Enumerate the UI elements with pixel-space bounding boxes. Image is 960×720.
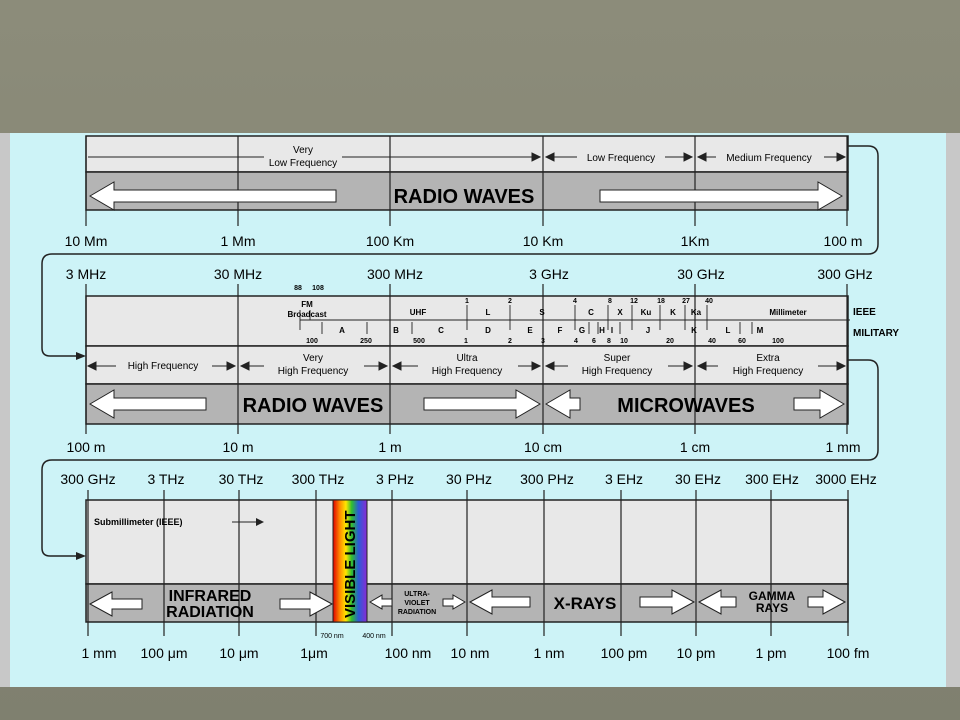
row3-wavelength-labels	[82, 645, 870, 661]
uv-label-line2: VIOLET	[404, 600, 430, 607]
freq-300ghz: 300 GHz	[817, 266, 873, 282]
freq-300thz: 300 THz	[291, 471, 345, 487]
wavelength-100nm: 100 nm	[384, 645, 432, 661]
mil-band-c: C	[438, 326, 444, 335]
ieee-num-12: 12	[630, 298, 638, 305]
mil-num-6: 6	[592, 338, 596, 345]
ieee-num-1: 1	[465, 298, 469, 305]
freq-30ehz: 30 EHz	[675, 471, 721, 487]
wavelength-10um: 10 μm	[219, 645, 259, 661]
ieee-band-ka: Ka	[690, 308, 702, 317]
fm-broadcast: Broadcast	[287, 310, 327, 319]
ieee-num-27: 27	[682, 298, 690, 305]
ieee-band-k: K	[670, 308, 676, 317]
row2-wavelength-labels	[67, 439, 861, 455]
mil-band-b: B	[393, 326, 399, 335]
mil-band-i: I	[610, 326, 614, 335]
wavelength-100fm: 100 fm	[826, 645, 870, 661]
freq-3mhz: 3 MHz	[65, 266, 107, 282]
ehf-label-line2: High Frequency	[732, 366, 804, 377]
wavelength-10mm: 10 Mm	[64, 233, 108, 249]
wavelength-1cm: 1 cm	[679, 439, 711, 455]
wavelength-10nm: 10 nm	[450, 645, 490, 661]
mil-num-100: 100	[306, 338, 318, 345]
row3-connector-arrowhead	[76, 552, 86, 560]
freq-30ghz: 30 GHz	[677, 266, 725, 282]
fm-108: 108	[312, 285, 324, 292]
wavelength-100km: 100 Km	[365, 233, 415, 249]
freq-3phz: 3 PHz	[375, 471, 415, 487]
xrays-label: X-RAYS	[553, 594, 617, 613]
freq-3000ehz: 3000 EHz	[815, 471, 877, 487]
row2-connector-arrowhead	[76, 352, 86, 360]
submillimeter-label: Submillimeter (IEEE)	[94, 517, 183, 527]
row1-radio-waves-title: RADIO WAVES	[393, 186, 535, 208]
ieee-band-c: C	[588, 308, 594, 317]
wavelength-1nm: 1 nm	[533, 645, 565, 661]
vhf-label-line2: High Frequency	[277, 366, 349, 377]
shf-label-line1: Super	[603, 353, 631, 364]
wavelength-1km: 1Km	[680, 233, 710, 249]
uhf-label-line1: Ultra	[456, 353, 478, 364]
ehf-label-line1: Extra	[756, 353, 780, 364]
vlf-label-line1: Very	[292, 145, 314, 156]
ieee-band-s: S	[539, 308, 545, 317]
ieee-num-8: 8	[608, 298, 612, 305]
ieee-num-2: 2	[508, 298, 512, 305]
ieee-num-4: 4	[573, 298, 577, 305]
freq-30thz: 30 THz	[218, 471, 264, 487]
ieee-num-40: 40	[705, 298, 713, 305]
mil-band-l: L	[725, 326, 731, 335]
mil-num-1: 1	[464, 338, 468, 345]
wavelength-10cm: 10 cm	[523, 439, 563, 455]
mil-band-m: M	[756, 326, 764, 335]
freq-3thz: 3 THz	[147, 471, 185, 487]
freq-300ehz: 300 EHz	[745, 471, 799, 487]
freq-30mhz: 30 MHz	[213, 266, 263, 282]
infrared-label-line2: RADIATION	[166, 604, 254, 621]
freq-30phz: 30 PHz	[446, 471, 492, 487]
row2-frequency-labels	[66, 266, 873, 282]
mil-band-h: H	[599, 326, 605, 335]
nm700-label: 700 nm	[320, 633, 344, 640]
wavelength-1mm-r2: 1 mm	[825, 439, 861, 455]
ieee-band-ku: Ku	[640, 308, 652, 317]
nm400-label: 400 nm	[362, 633, 386, 640]
mil-band-a: A	[339, 326, 345, 335]
freq-300mhz: 300 MHz	[366, 266, 424, 282]
infrared-label-line1: INFRARED	[168, 588, 252, 605]
wavelength-10km: 10 Km	[522, 233, 564, 249]
gamma-label-line2: RAYS	[755, 601, 789, 615]
mil-num-250: 250	[360, 338, 372, 345]
mil-num-500: 500	[413, 338, 425, 345]
row1-wavelength-labels	[65, 233, 863, 249]
mil-num-8: 8	[607, 338, 611, 345]
mil-band-e: E	[527, 326, 533, 335]
hf-label: High Frequency	[127, 361, 199, 372]
mil-num-4: 4	[574, 338, 578, 345]
mil-num-60: 60	[738, 338, 746, 345]
ieee-band-l: L	[485, 308, 491, 317]
mil-num-20: 20	[666, 338, 674, 345]
visible-light-label: VISIBLE LIGHT	[342, 510, 359, 618]
wavelength-100m: 100 m	[823, 233, 863, 249]
wavelength-1pm: 1 pm	[755, 645, 787, 661]
freq-3ehz: 3 EHz	[604, 471, 644, 487]
vhf-label-line1: Very	[302, 353, 324, 364]
fm-88: 88	[294, 285, 302, 292]
freq-300phz: 300 PHz	[520, 471, 574, 487]
ieee-band-millimeter: Millimeter	[769, 308, 807, 317]
row2-radio-waves-title: RADIO WAVES	[242, 395, 384, 417]
ieee-band-uhf: UHF	[409, 308, 427, 317]
row3-frequency-labels	[60, 471, 876, 487]
wavelength-1m: 1 m	[378, 439, 402, 455]
uv-label-line3: RADIATION	[397, 609, 437, 616]
mil-band-d: D	[485, 326, 491, 335]
wavelength-10pm: 10 pm	[676, 645, 716, 661]
uhf-label-line2: High Frequency	[431, 366, 503, 377]
mil-band-j: J	[645, 326, 651, 335]
military-label: MILITARY	[853, 328, 900, 339]
mil-band-k: K	[691, 326, 697, 335]
ieee-num-18: 18	[657, 298, 665, 305]
mil-num-2: 2	[508, 338, 512, 345]
wavelength-100um: 100 μm	[140, 645, 188, 661]
vlf-label-line2: Low Frequency	[268, 158, 338, 169]
mil-num-100b: 100	[772, 338, 784, 345]
mil-num-10: 10	[620, 338, 628, 345]
wavelength-1mm: 1 Mm	[220, 233, 256, 249]
row3	[60, 471, 876, 661]
mil-num-40: 40	[708, 338, 716, 345]
mil-num-3: 3	[541, 338, 545, 345]
wavelength-1um: 1μm	[300, 645, 328, 661]
wavelength-100m-r2: 100 m	[66, 439, 106, 455]
wavelength-10m: 10 m	[222, 439, 254, 455]
ieee-label: IEEE	[853, 307, 876, 318]
wavelength-100pm: 100 pm	[600, 645, 648, 661]
fm-label: FM	[301, 300, 313, 309]
ieee-band-x: X	[617, 308, 623, 317]
wavelength-1mm-r3: 1 mm	[81, 645, 117, 661]
row2-microwaves-title: MICROWAVES	[617, 395, 755, 417]
mil-band-g: G	[578, 326, 586, 335]
uv-label-line1: ULTRA-	[404, 591, 430, 598]
freq-3ghz: 3 GHz	[529, 266, 569, 282]
freq-300ghz-r3: 300 GHz	[60, 471, 116, 487]
lf-label: Low Frequency	[586, 153, 656, 164]
gamma-label-line1: GAMMA	[748, 589, 796, 603]
shf-label-line2: High Frequency	[581, 366, 653, 377]
mf-label: Medium Frequency	[726, 153, 812, 164]
mil-band-f: F	[557, 326, 563, 335]
